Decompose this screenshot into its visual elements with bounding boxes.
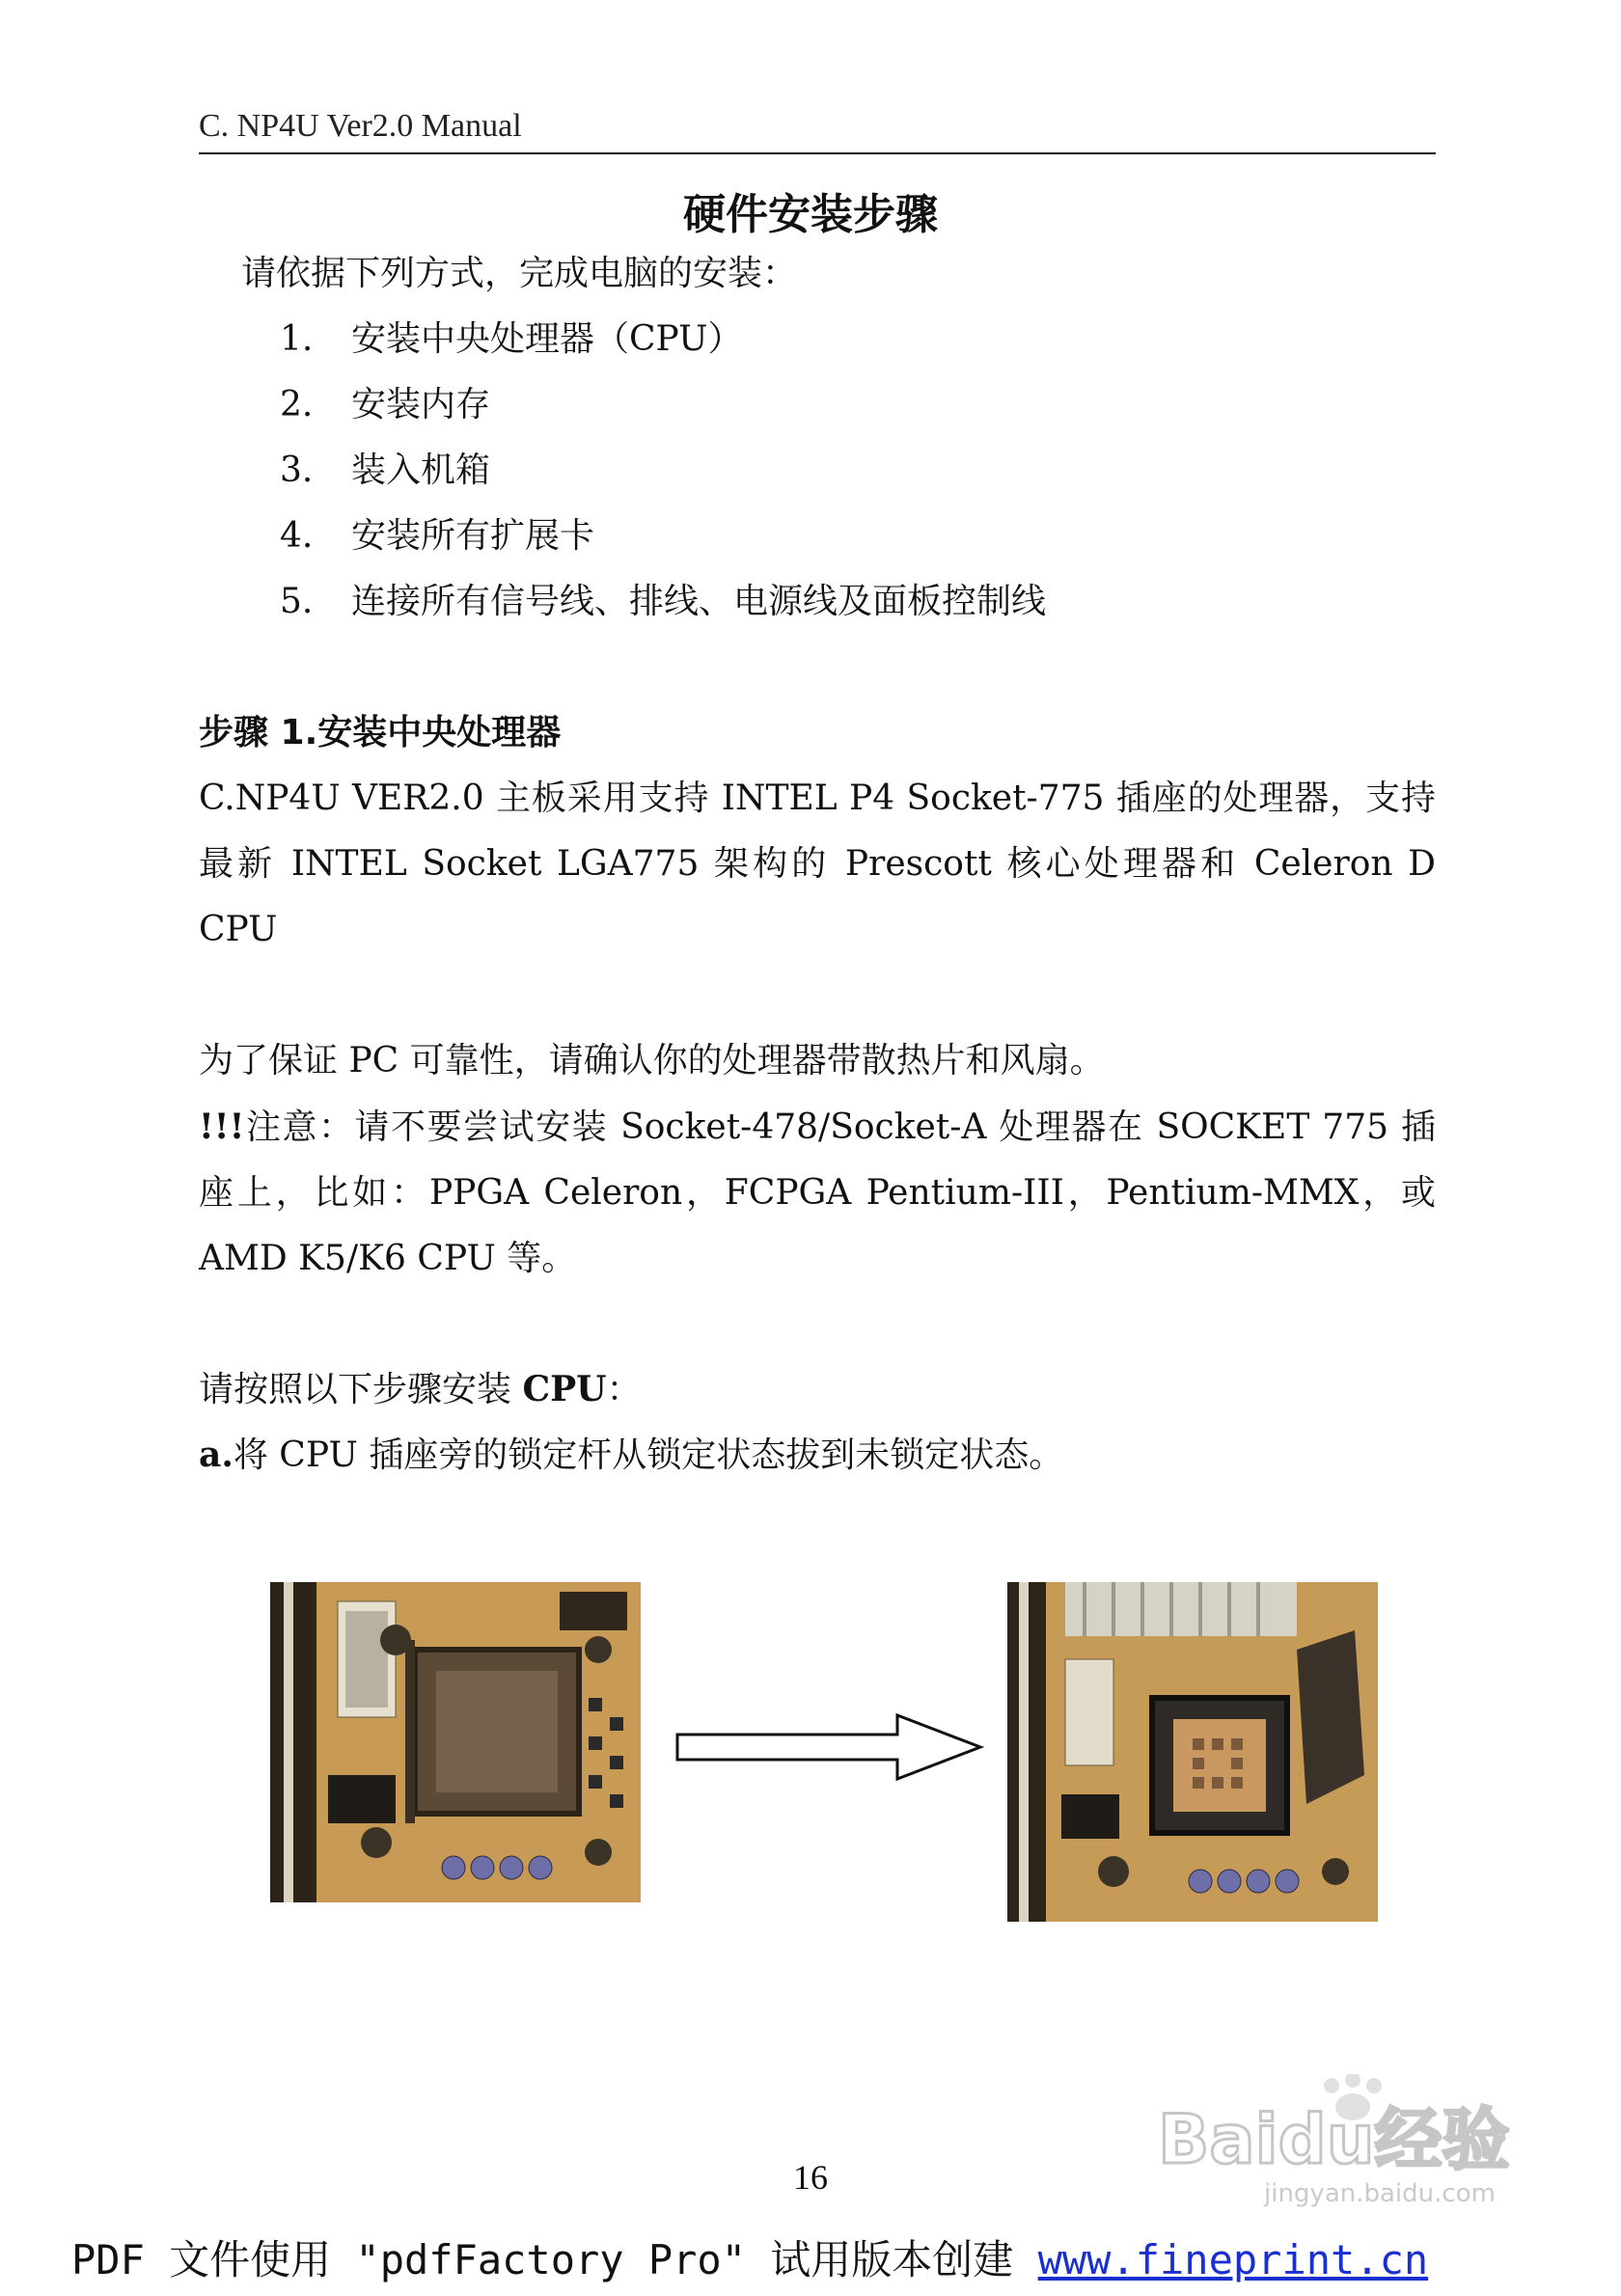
page-title: 硬件安装步骤 — [683, 190, 938, 239]
step-text: 安装内存 — [351, 385, 491, 424]
instructions-bold: CPU — [522, 1369, 607, 1409]
socket-unlocked-photo — [1007, 1582, 1378, 1922]
baidu-watermark-logo — [1139, 2074, 1544, 2209]
footer-text: PDF 文件使用 "pdfFactory Pro" 试用版本创建 — [71, 2236, 1038, 2283]
step-number: 5. — [280, 582, 314, 621]
step-number: 3. — [280, 451, 314, 490]
footer-link[interactable]: www.fineprint.cn — [1037, 2236, 1429, 2283]
socket-locked-photo — [270, 1582, 641, 1902]
header-rule — [199, 152, 1436, 154]
steps-list — [280, 307, 1046, 635]
footer — [71, 2228, 1428, 2286]
list-item — [280, 569, 1046, 635]
intro-text: 请依据下列方式，完成电脑的安装： — [241, 254, 798, 293]
watermark-brand: Baidu经验 — [1158, 2100, 1510, 2179]
step-number: 2. — [280, 385, 314, 424]
list-item — [280, 372, 1046, 438]
paragraph-step-a — [199, 1422, 1436, 1489]
instructions-colon: ： — [606, 1370, 642, 1409]
header-title: C. NP4U Ver2.0 Manual — [199, 108, 522, 144]
watermark-url: jingyan.baidu.com — [1264, 2179, 1496, 2208]
warning-text: 注意：请不要尝试安装 Socket-478/Socket-A 处理器在 SOCKET 775 插座上，比如：PPGA Celeron，FCPGA Pentium-III，Pentium-MMX，或 AMD K5/K6 CPU 等。 — [199, 1107, 1436, 1278]
step-a-text: 将 CPU 插座旁的锁定杆从锁定状态拔到未锁定状态。 — [233, 1435, 1064, 1475]
section-heading: 步骤 1.安装中央处理器 — [199, 713, 562, 752]
warning-marks: !!! — [199, 1107, 245, 1147]
page-number: 16 — [793, 2158, 828, 2197]
paragraph-reliability: 为了保证 PC 可靠性，请确认你的处理器带散热片和风扇。 — [199, 1041, 1105, 1080]
list-item — [280, 307, 1046, 372]
step-number: 1. — [280, 319, 314, 359]
instructions-text: 请按照以下步骤安装 — [199, 1370, 523, 1409]
step-text: 装入机箱 — [351, 451, 491, 490]
paragraph-warning — [199, 1094, 1436, 1292]
arrow-right-icon — [675, 1713, 984, 1781]
step-text: 安装中央处理器（CPU） — [351, 319, 743, 359]
list-item — [280, 504, 1046, 569]
step-number: 4. — [280, 516, 314, 556]
paragraph-cpu-support: C.NP4U VER2.0 主板采用支持 INTEL P4 Socket-775 插座的处理器，支持最新 INTEL Socket LGA775 架构的 Prescott 核心处理器和 Celeron D CPU — [199, 779, 1436, 949]
step-text: 连接所有信号线、排线、电源线及面板控制线 — [351, 582, 1047, 621]
step-text: 安装所有扩展卡 — [351, 516, 595, 556]
paragraph-instructions — [199, 1356, 1436, 1423]
step-a-label: a. — [199, 1435, 234, 1475]
list-item — [280, 438, 1046, 504]
